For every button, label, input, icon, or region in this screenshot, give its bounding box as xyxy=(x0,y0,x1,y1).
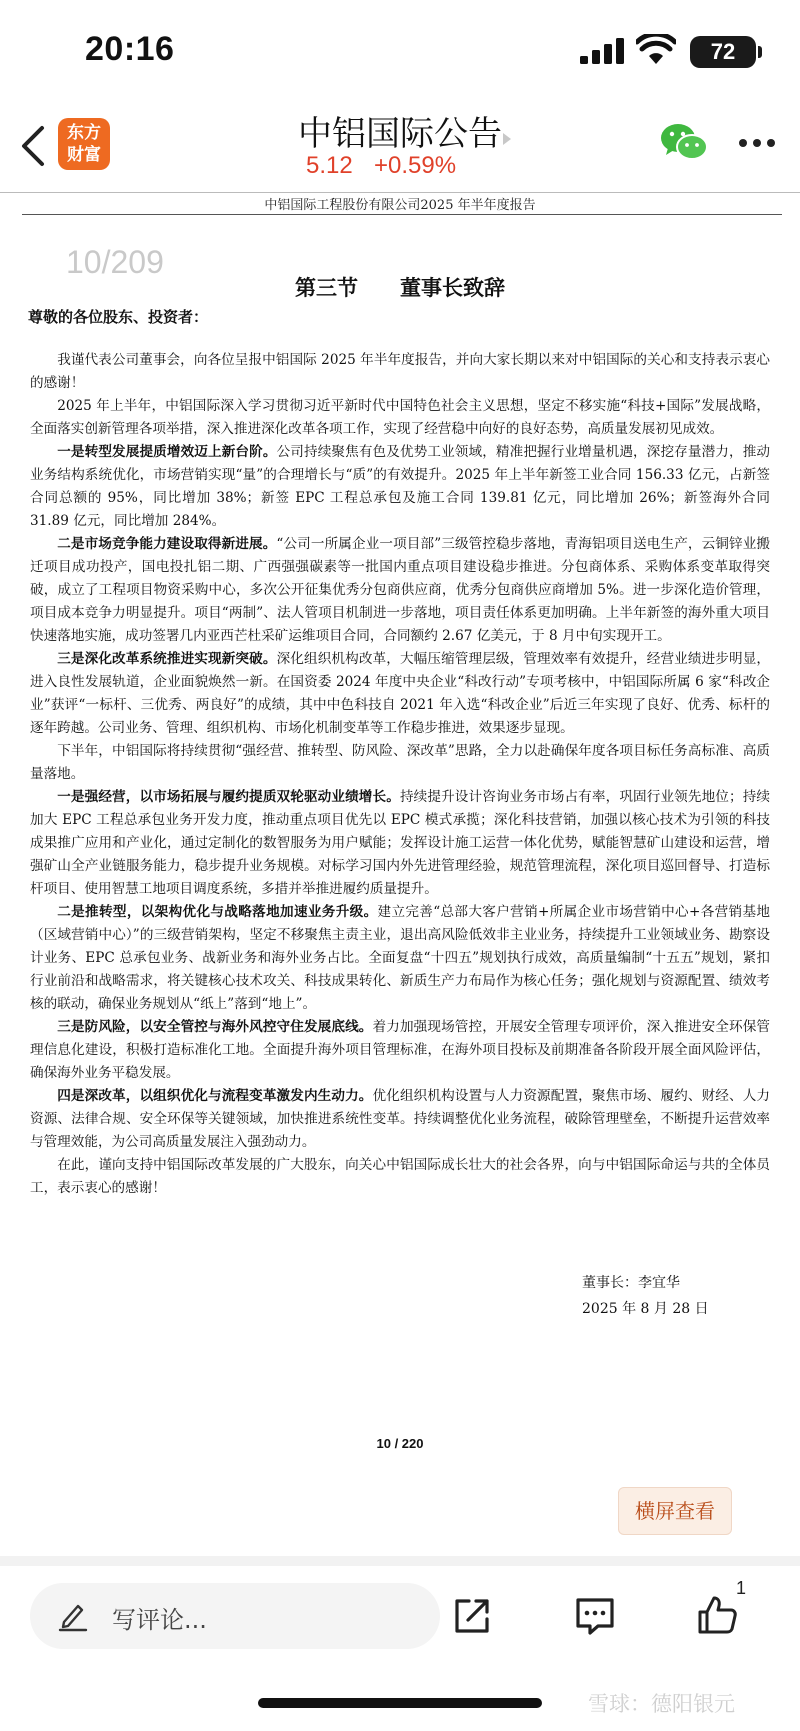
battery-indicator: 72 xyxy=(690,36,756,68)
page-number: 10 / 220 xyxy=(376,1436,424,1451)
comment-count-icon[interactable] xyxy=(574,1596,616,1636)
app-logo-line1: 东方 xyxy=(67,123,101,143)
home-indicator xyxy=(258,1698,542,1708)
document-running-header: 中铝国际工程股份有限公司2025 年半年度报告 xyxy=(264,198,536,213)
chairman-signature: 董事长：李宜华 xyxy=(582,1275,680,1291)
landscape-view-button[interactable]: 横屏查看 xyxy=(618,1487,732,1535)
app-logo-line2: 财富 xyxy=(67,145,101,165)
expand-triangle-icon[interactable] xyxy=(502,132,512,146)
section-title: 第三节 董事长致辞 xyxy=(295,276,505,300)
share-icon[interactable] xyxy=(452,1596,492,1636)
paragraph: 二是市场竞争能力建设取得新进展。“公司一所属企业一项目部”三级管控稳步落地，青海铝项目送电生产，云铜锌业搬迁项目成功投产，国电投扎铝二期、广西强强碳素等一批国内重点项目建设稳步推进。分包商体系、采购体系变革取得突破，成立了工程项目物资采购中心，多次公开征集优秀分包商供应商，优秀分包商供应商增加 5%。进一步深化造价管理，项目成本竞争力明显提升。项目“两制”、法人管项目机制进一步落地，项目责任体系更加明确。上半年新签的海外重大项目快速落地实施，成功签署几内亚西芒杜采矿运维项目合同，合同额约 2.67 亿美元，于 8 月中旬实现开工。 xyxy=(30,536,770,644)
thumbs-up-icon[interactable] xyxy=(696,1594,738,1636)
like-count: 1 xyxy=(736,1578,747,1598)
watermark: 雪球：德阳银元 xyxy=(588,1692,735,1716)
signature-block xyxy=(582,1270,709,1322)
paragraph: 我谨代表公司董事会，向各位呈报中铝国际 2025 年半年度报告，并向大家长期以来对中铝国际的关心和支持表示衷心的感谢！ xyxy=(30,352,770,391)
paragraph: 三是深化改革系统推进实现新突破。深化组织机构改革，大幅压缩管理层级，管理效率有效提升，经营业绩进步明显，进入良性发展轨道，企业面貌焕然一新。在国资委 2024 年度中央企业“科改行动”专项考核中，中铝国际所属 6 家“科改企业”获评“一标杆、三优秀、两良好”的成绩，其中中色科技自 2021 年入选“科改企业”后近三年实现了良好、优秀、标杆的逐年跨越。公司业务、管理、组织机构、市场化机制变革等工作稳步推进，效果逐步显现。 xyxy=(30,651,771,736)
paragraph: 一是强经营，以市场拓展与履约提质双轮驱动业绩增长。持续提升设计咨询业务市场占有率，巩固行业领先地位；持续加大 EPC 工程总承包业务开发力度，推动重点项目优先以 EPC 模式承揽；深化科技营销，加强以核心技术为引领的科技成果推广应用和产业化，通过定制化的数智服务为用户赋能；发挥设计施工运营一体化优势，赋能智慧矿山建设和运营，增强矿山全产业链服务能力，稳步提升业务规模。对标学习国内外先进管理经验，规范管理流程，深化项目巡回督导、打造标杆项目、使用智慧工地项目调度系统，多措并举推进履约质量提升。 xyxy=(30,789,771,897)
cellular-signal-icon xyxy=(580,38,624,64)
paragraph: 在此，谨向支持中铝国际改革发展的广大股东，向关心中铝国际成长壮大的社会各界，向与中铝国际命运与共的全体员工，表示衷心的感谢！ xyxy=(30,1157,770,1196)
battery-tip xyxy=(758,46,762,58)
app-header xyxy=(0,100,800,190)
paragraph: 四是深改革，以组织优化与流程变革激发内生动力。优化组织机构设置与人力资源配置，聚焦市场、履约、财经、人力资源、法律合规、安全环保等关键领域，加快推进系统性变革。持续调整优化业务流程，破除管理壁垒，不断提升运营效率与管理效能，为公司高质量发展注入强劲动力。 xyxy=(30,1088,771,1150)
wifi-icon xyxy=(636,34,676,66)
more-options-icon[interactable] xyxy=(738,138,776,148)
paragraph: 2025 年上半年，中铝国际深入学习贯彻习近平新时代中国特色社会主义思想，坚定不移实施“科技+国际”发展战略，全面落实创新管理各项举措，深入推进深化改革各项工作，实现了经营稳中向好的良好态势，高质量发展初见成效。 xyxy=(30,398,770,437)
stock-title: 中铝国际公告 xyxy=(298,114,502,154)
pencil-icon xyxy=(58,1600,88,1632)
paragraph: 一是转型发展提质增效迈上新台阶。公司持续聚焦有色及优势工业领域，精准把握行业增量机遇，深挖存量潜力，推动业务结构系统优化，市场营销实现“量”的合理增长与“质”的有效提升。2025 年上半年新签工业合同 156.33 亿元，占新签合同总额的 95%，同比增加 38%；新签 EPC 工程总承包及施工合同 139.81 亿元，同比增加 26%；新签海外合同 31.89 亿元，同比增加 284%。 xyxy=(30,444,771,529)
status-bar xyxy=(0,0,800,100)
paragraph: 三是防风险，以安全管控与海外风控守住发展底线。着力加强现场管控，开展安全管理专项评价，深入推进安全环保管理信息化建设，积极打造标准化工地。全面提升海外项目管理标准，在海外项目投标及前期准备各阶段开展全面风险评估，确保海外业务平稳发展。 xyxy=(30,1019,771,1081)
paragraph: 二是推转型，以架构优化与战略落地加速业务升级。建立完善“总部大客户营销+所属企业市场营销中心+各营销基地（区域营销中心）”的三级营销架构，坚定不移聚焦主责主业，退出高风险低效非主业业务，持续提升工业领域业务、勘察设计业务、EPC 总承包业务、战新业务和海外业务占比。全面复盘“十四五”规划执行成效，高质量编制“十五五”规划，紧扣行业前沿和战略需求，将关键核心技术攻关、科技成果转化、新质生产力布局作为核心任务；强化规划与资源配置、绩效考核的联动，确保业务规划从“纸上”落到“地上”。 xyxy=(30,904,771,1012)
comment-placeholder[interactable]: 写评论... xyxy=(112,1606,207,1634)
comment-input[interactable] xyxy=(30,1583,440,1649)
letter-body xyxy=(30,349,770,1200)
stock-price: 5.12 xyxy=(306,152,353,179)
stock-change: +0.59% xyxy=(374,152,457,179)
paragraph: 下半年，中铝国际将持续贯彻“强经营、推转型、防风险、深改革”思路，全力以赴确保年度各项目标任务高标准、高质量落地。 xyxy=(30,743,770,782)
status-time: 20:16 xyxy=(85,30,175,68)
running-header-rule xyxy=(22,214,782,215)
signature-date: 2025 年 8 月 28 日 xyxy=(582,1301,709,1317)
bottom-separator xyxy=(0,1556,800,1566)
wechat-share-icon[interactable] xyxy=(660,122,708,164)
page-counter: 10/209 xyxy=(66,244,164,280)
header-divider xyxy=(0,192,800,193)
salutation: 尊敬的各位股东、投资者： xyxy=(28,308,209,326)
